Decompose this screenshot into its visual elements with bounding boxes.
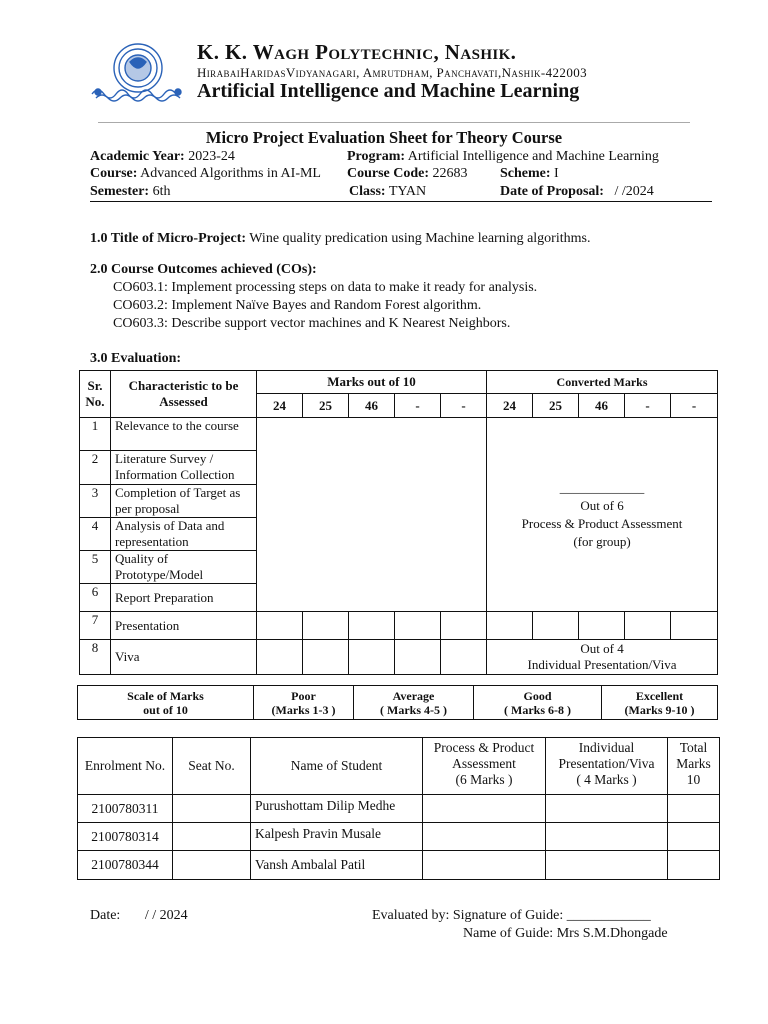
individual-converted-cell xyxy=(487,640,718,675)
mark-cell xyxy=(303,640,349,675)
eval-row-number: 8 xyxy=(80,640,111,675)
course-outcomes-heading: 2.0 Course Outcomes achieved (COs): xyxy=(90,262,317,277)
mark-cell xyxy=(441,640,487,675)
group-converted-cell xyxy=(487,418,718,612)
marks-col-header: - xyxy=(441,394,487,418)
eval-row-characteristic: Analysis of Data and representation xyxy=(111,518,257,551)
enrolment-number: 2100780344 xyxy=(78,851,173,880)
individual-marks xyxy=(546,795,668,823)
total-marks xyxy=(668,795,720,823)
evaluation-heading: 3.0 Evaluation: xyxy=(90,351,182,366)
mark-cell xyxy=(303,612,349,640)
individual-assessment-desc: Individual Presentation/Viva xyxy=(527,657,677,672)
mark-cell xyxy=(487,612,533,640)
course-outcome-3: CO603.3: Describe support vector machines and K Nearest Neighbors. xyxy=(113,316,511,331)
marks-col-header: - xyxy=(395,394,441,418)
eval-row-number: 1 xyxy=(80,418,111,451)
converted-col-header: 46 xyxy=(579,394,625,418)
eval-row-characteristic: Presentation xyxy=(111,612,257,640)
mark-cell xyxy=(441,612,487,640)
eval-row-number: 4 xyxy=(80,518,111,551)
scale-poor: Poor (Marks 1-3 ) xyxy=(254,686,354,720)
eval-row-number: 2 xyxy=(80,451,111,485)
info-divider xyxy=(90,201,712,202)
institute-name: K. K. Wagh Polytechnic, Nashik. xyxy=(197,40,517,64)
converted-marks-header: Converted Marks xyxy=(487,371,718,394)
scheme: Scheme: I xyxy=(500,166,559,181)
evaluation-table xyxy=(79,370,718,675)
seat-header: Seat No. xyxy=(173,738,251,795)
student-name: Purushottam Dilip Medhe xyxy=(251,795,423,823)
mark-cell xyxy=(395,640,441,675)
converted-col-header: - xyxy=(671,394,718,418)
individual-out-of: Out of 4 xyxy=(580,641,624,656)
course-outcome-1: CO603.1: Implement processing steps on data to make it ready for analysis. xyxy=(113,280,538,295)
academic-year: Academic Year: 2023-24 xyxy=(90,149,235,164)
guide-name: Name of Guide: Mrs S.M.Dhongade xyxy=(463,926,668,941)
mark-cell xyxy=(671,612,718,640)
course: Course: Advanced Algorithms in AI-ML xyxy=(90,166,321,181)
mark-cell xyxy=(257,640,303,675)
institute-address: HirabaiHaridasVidyanagari, Amrutdham, Panchavati,Nashik-422003 xyxy=(197,65,588,80)
converted-col-header: - xyxy=(625,394,671,418)
sr-no-header: Sr. No. xyxy=(80,371,111,418)
header-divider xyxy=(98,122,690,123)
eval-row-number: 3 xyxy=(80,485,111,518)
date-of-proposal: Date of Proposal: / /2024 xyxy=(500,184,654,199)
micro-project-title: 1.0 Title of Micro-Project: Wine quality predication using Machine learning algorithms. xyxy=(90,231,591,246)
evaluation-date: Date: / / 2024 xyxy=(90,908,188,923)
eval-row-number: 5 xyxy=(80,551,111,584)
sheet-title: Micro Project Evaluation Sheet for Theory Course xyxy=(205,128,563,147)
student-name-header: Name of Student xyxy=(251,738,423,795)
group-marks-blank: _____________ xyxy=(559,479,645,495)
process-marks xyxy=(423,823,546,851)
eval-row-characteristic: Report Preparation xyxy=(111,584,257,612)
mark-cell xyxy=(257,612,303,640)
group-note: (for group) xyxy=(573,533,631,549)
individual-marks xyxy=(546,823,668,851)
enrolment-header: Enrolment No. xyxy=(78,738,173,795)
table-row xyxy=(78,823,720,851)
marks-col-header: 24 xyxy=(257,394,303,418)
table-row xyxy=(78,851,720,880)
seat-number xyxy=(173,823,251,851)
total-marks xyxy=(668,823,720,851)
converted-col-header: 25 xyxy=(533,394,579,418)
course-outcome-2: CO603.2: Implement Naïve Bayes and Random Forest algorithm. xyxy=(113,298,482,313)
eval-row-number: 7 xyxy=(80,612,111,640)
mark-cell xyxy=(349,612,395,640)
table-row xyxy=(78,795,720,823)
total-marks xyxy=(668,851,720,880)
group-assessment-desc: Process & Product Assessment xyxy=(521,515,683,531)
eval-row-characteristic: Literature Survey / Information Collection xyxy=(111,451,257,485)
process-marks xyxy=(423,851,546,880)
group-marks-cell xyxy=(257,418,487,612)
department-name: Artificial Intelligence and Machine Learning xyxy=(197,80,580,102)
scale-label: Scale of Marks out of 10 xyxy=(78,686,254,720)
enrolment-number: 2100780314 xyxy=(78,823,173,851)
seat-number xyxy=(173,795,251,823)
eval-row-characteristic: Viva xyxy=(111,640,257,675)
mark-cell xyxy=(395,612,441,640)
scale-average: Average ( Marks 4-5 ) xyxy=(354,686,474,720)
class: Class: TYAN xyxy=(349,184,427,199)
individual-marks xyxy=(546,851,668,880)
semester: Semester: 6th xyxy=(90,184,171,199)
process-assessment-header: Process & Product Assessment (6 Marks ) xyxy=(423,738,546,795)
eval-row-characteristic: Completion of Target as per proposal xyxy=(111,485,257,518)
marks-out-of-10-header: Marks out of 10 xyxy=(257,371,487,394)
guide-signature: Evaluated by: Signature of Guide: ____________ xyxy=(372,908,651,923)
marks-col-header: 25 xyxy=(303,394,349,418)
enrolment-number: 2100780311 xyxy=(78,795,173,823)
converted-col-header: 24 xyxy=(487,394,533,418)
group-out-of: Out of 6 xyxy=(580,497,624,513)
eval-row-characteristic: Relevance to the course xyxy=(111,418,257,451)
scale-good: Good ( Marks 6-8 ) xyxy=(474,686,602,720)
mark-cell xyxy=(579,612,625,640)
seat-number xyxy=(173,851,251,880)
mark-cell xyxy=(533,612,579,640)
marks-col-header: 46 xyxy=(349,394,395,418)
scale-of-marks-table xyxy=(77,685,718,720)
student-name: Kalpesh Pravin Musale xyxy=(251,823,423,851)
program: Program: Artificial Intelligence and Machine Learning xyxy=(347,149,659,164)
characteristic-header: Characteristic to be Assessed xyxy=(111,371,257,418)
individual-viva-header: Individual Presentation/Viva ( 4 Marks ) xyxy=(546,738,668,795)
student-marks-table xyxy=(77,737,720,880)
total-marks-header: Total Marks 10 xyxy=(668,738,720,795)
eval-row-number: 6 xyxy=(80,584,111,612)
student-name: Vansh Ambalal Patil xyxy=(251,851,423,880)
scale-excellent: Excellent (Marks 9-10 ) xyxy=(602,686,718,720)
mark-cell xyxy=(349,640,395,675)
college-emblem-logo xyxy=(86,40,190,104)
mark-cell xyxy=(625,612,671,640)
eval-row-characteristic: Quality of Prototype/Model xyxy=(111,551,257,584)
course-code: Course Code: 22683 xyxy=(347,166,468,181)
process-marks xyxy=(423,795,546,823)
